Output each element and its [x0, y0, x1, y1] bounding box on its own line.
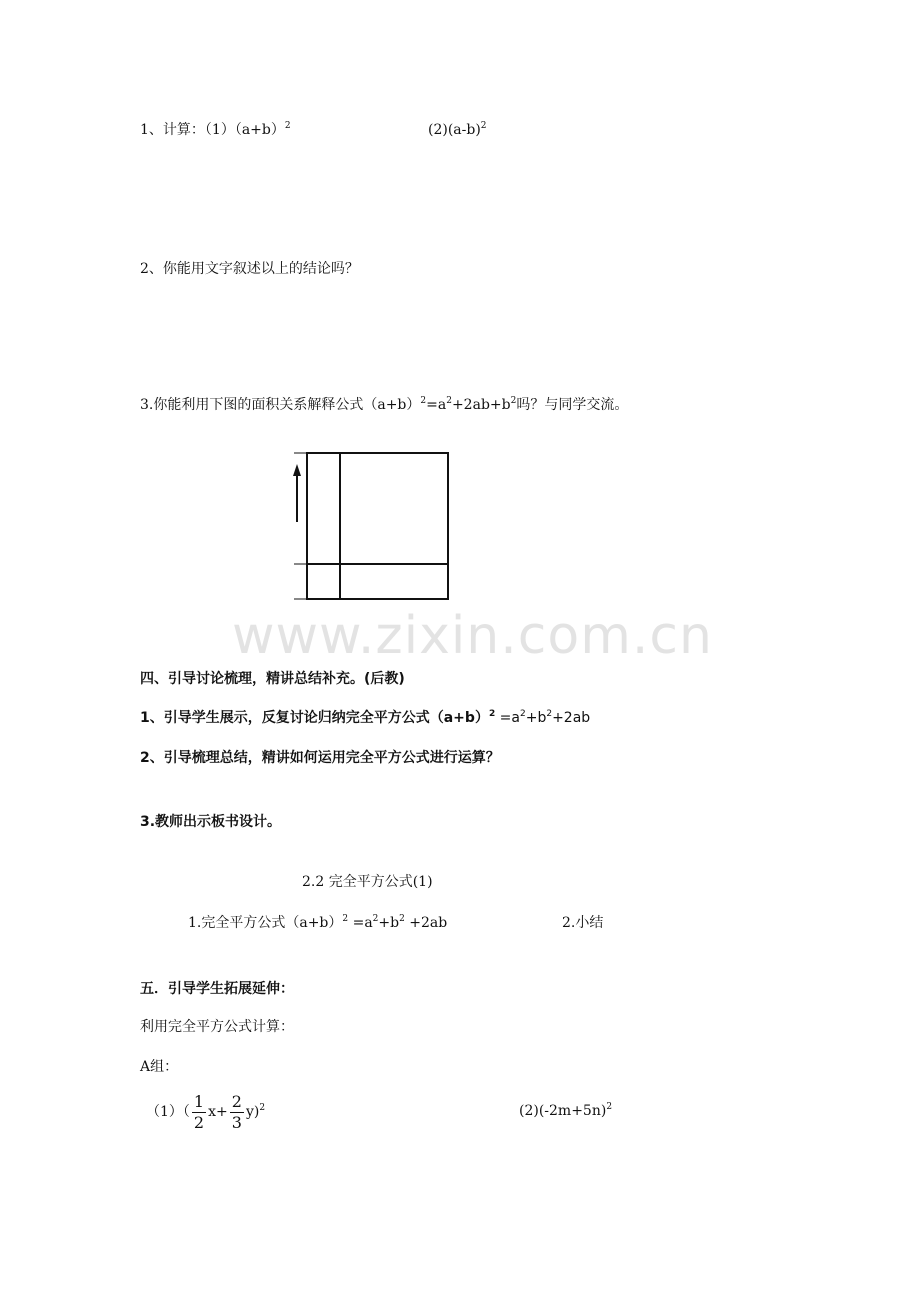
section-4-item-1 — [140, 708, 590, 728]
denominator: 2 — [193, 1112, 205, 1132]
exponent: 2 — [510, 396, 517, 406]
question-1-part-2-text: (2)(a-b) — [428, 122, 481, 138]
exponent: 2 — [259, 1103, 266, 1113]
exponent: 2 — [606, 1102, 613, 1112]
exercise-1-pre: （1）（ — [146, 1104, 190, 1120]
fraction-one-half — [192, 1092, 206, 1133]
exponent: 2 — [546, 709, 553, 719]
exercise-1 — [146, 1090, 265, 1134]
board-point-1-post: +2ab — [404, 915, 448, 931]
item-1-pre: 1、引导学生展示，反复讨论归纳完全平方公式（a+b） — [140, 710, 489, 726]
question-2: 2、你能用文字叙述以上的结论吗？ — [140, 261, 359, 277]
question-3-post: 吗？与同学交流。 — [516, 397, 629, 413]
area-diagram — [288, 448, 458, 608]
exponent: 2 — [399, 914, 405, 924]
board-point-1-mid: =a — [348, 915, 373, 931]
question-1-text: 1、计算：（1）（a+b） — [140, 122, 285, 138]
exponent: 2 — [342, 914, 349, 924]
exponent: 2 — [284, 121, 291, 131]
item-1-post: +2ab — [552, 710, 591, 726]
question-3 — [140, 395, 628, 415]
exercise-1-mid: x+ — [208, 1104, 228, 1120]
board-point-1-mid2: +b — [378, 915, 400, 931]
board-title: 2.2 完全平方公式(1) — [302, 874, 433, 890]
section-4-item-3: 3.教师出示板书设计。 — [140, 814, 282, 830]
exponent: 2 — [488, 709, 496, 719]
question-3-pre: 3.你能利用下图的面积关系解释公式（a+b） — [140, 397, 421, 413]
denominator: 3 — [231, 1112, 242, 1132]
arrow-head-icon — [293, 464, 301, 476]
section-4-item-2: 2、引导梳理总结，精讲如何运用完全平方公式进行运算？ — [140, 750, 500, 766]
numerator: 1 — [193, 1091, 205, 1111]
group-label: A组： — [140, 1059, 179, 1075]
item-1-mid: =a — [495, 710, 520, 726]
exercise-1-post: y) — [245, 1104, 260, 1120]
watermark: www.zixin.com.cn — [232, 606, 713, 666]
exponent: 2 — [480, 121, 487, 131]
question-3-mid2: +2ab+b — [451, 397, 511, 413]
exponent: 2 — [446, 396, 452, 406]
board-point-1-pre: 1.完全平方公式（a+b） — [188, 915, 343, 931]
section-4-title: 四、引导讨论梳理，精讲总结补充。(后教) — [140, 671, 405, 687]
exercise-2 — [519, 1101, 612, 1121]
exponent: 2 — [519, 709, 526, 719]
section-5-title: 五．引导学生拓展延伸： — [140, 981, 294, 997]
board-point-1 — [188, 913, 447, 933]
board-point-2: 2.小结 — [562, 915, 604, 931]
numerator: 2 — [231, 1091, 242, 1111]
fraction-two-thirds — [230, 1092, 244, 1133]
section-5-intro: 利用完全平方公式计算： — [140, 1019, 294, 1035]
exercise-2-text: (2)(-2m+5n) — [519, 1103, 607, 1119]
question-1 — [140, 120, 291, 140]
item-1-mid2: +b — [525, 710, 547, 726]
question-1-part-2 — [428, 120, 487, 140]
exponent: 2 — [372, 914, 379, 924]
outer-square — [307, 453, 448, 599]
question-3-mid: =a — [426, 397, 447, 413]
exponent: 2 — [420, 396, 427, 406]
